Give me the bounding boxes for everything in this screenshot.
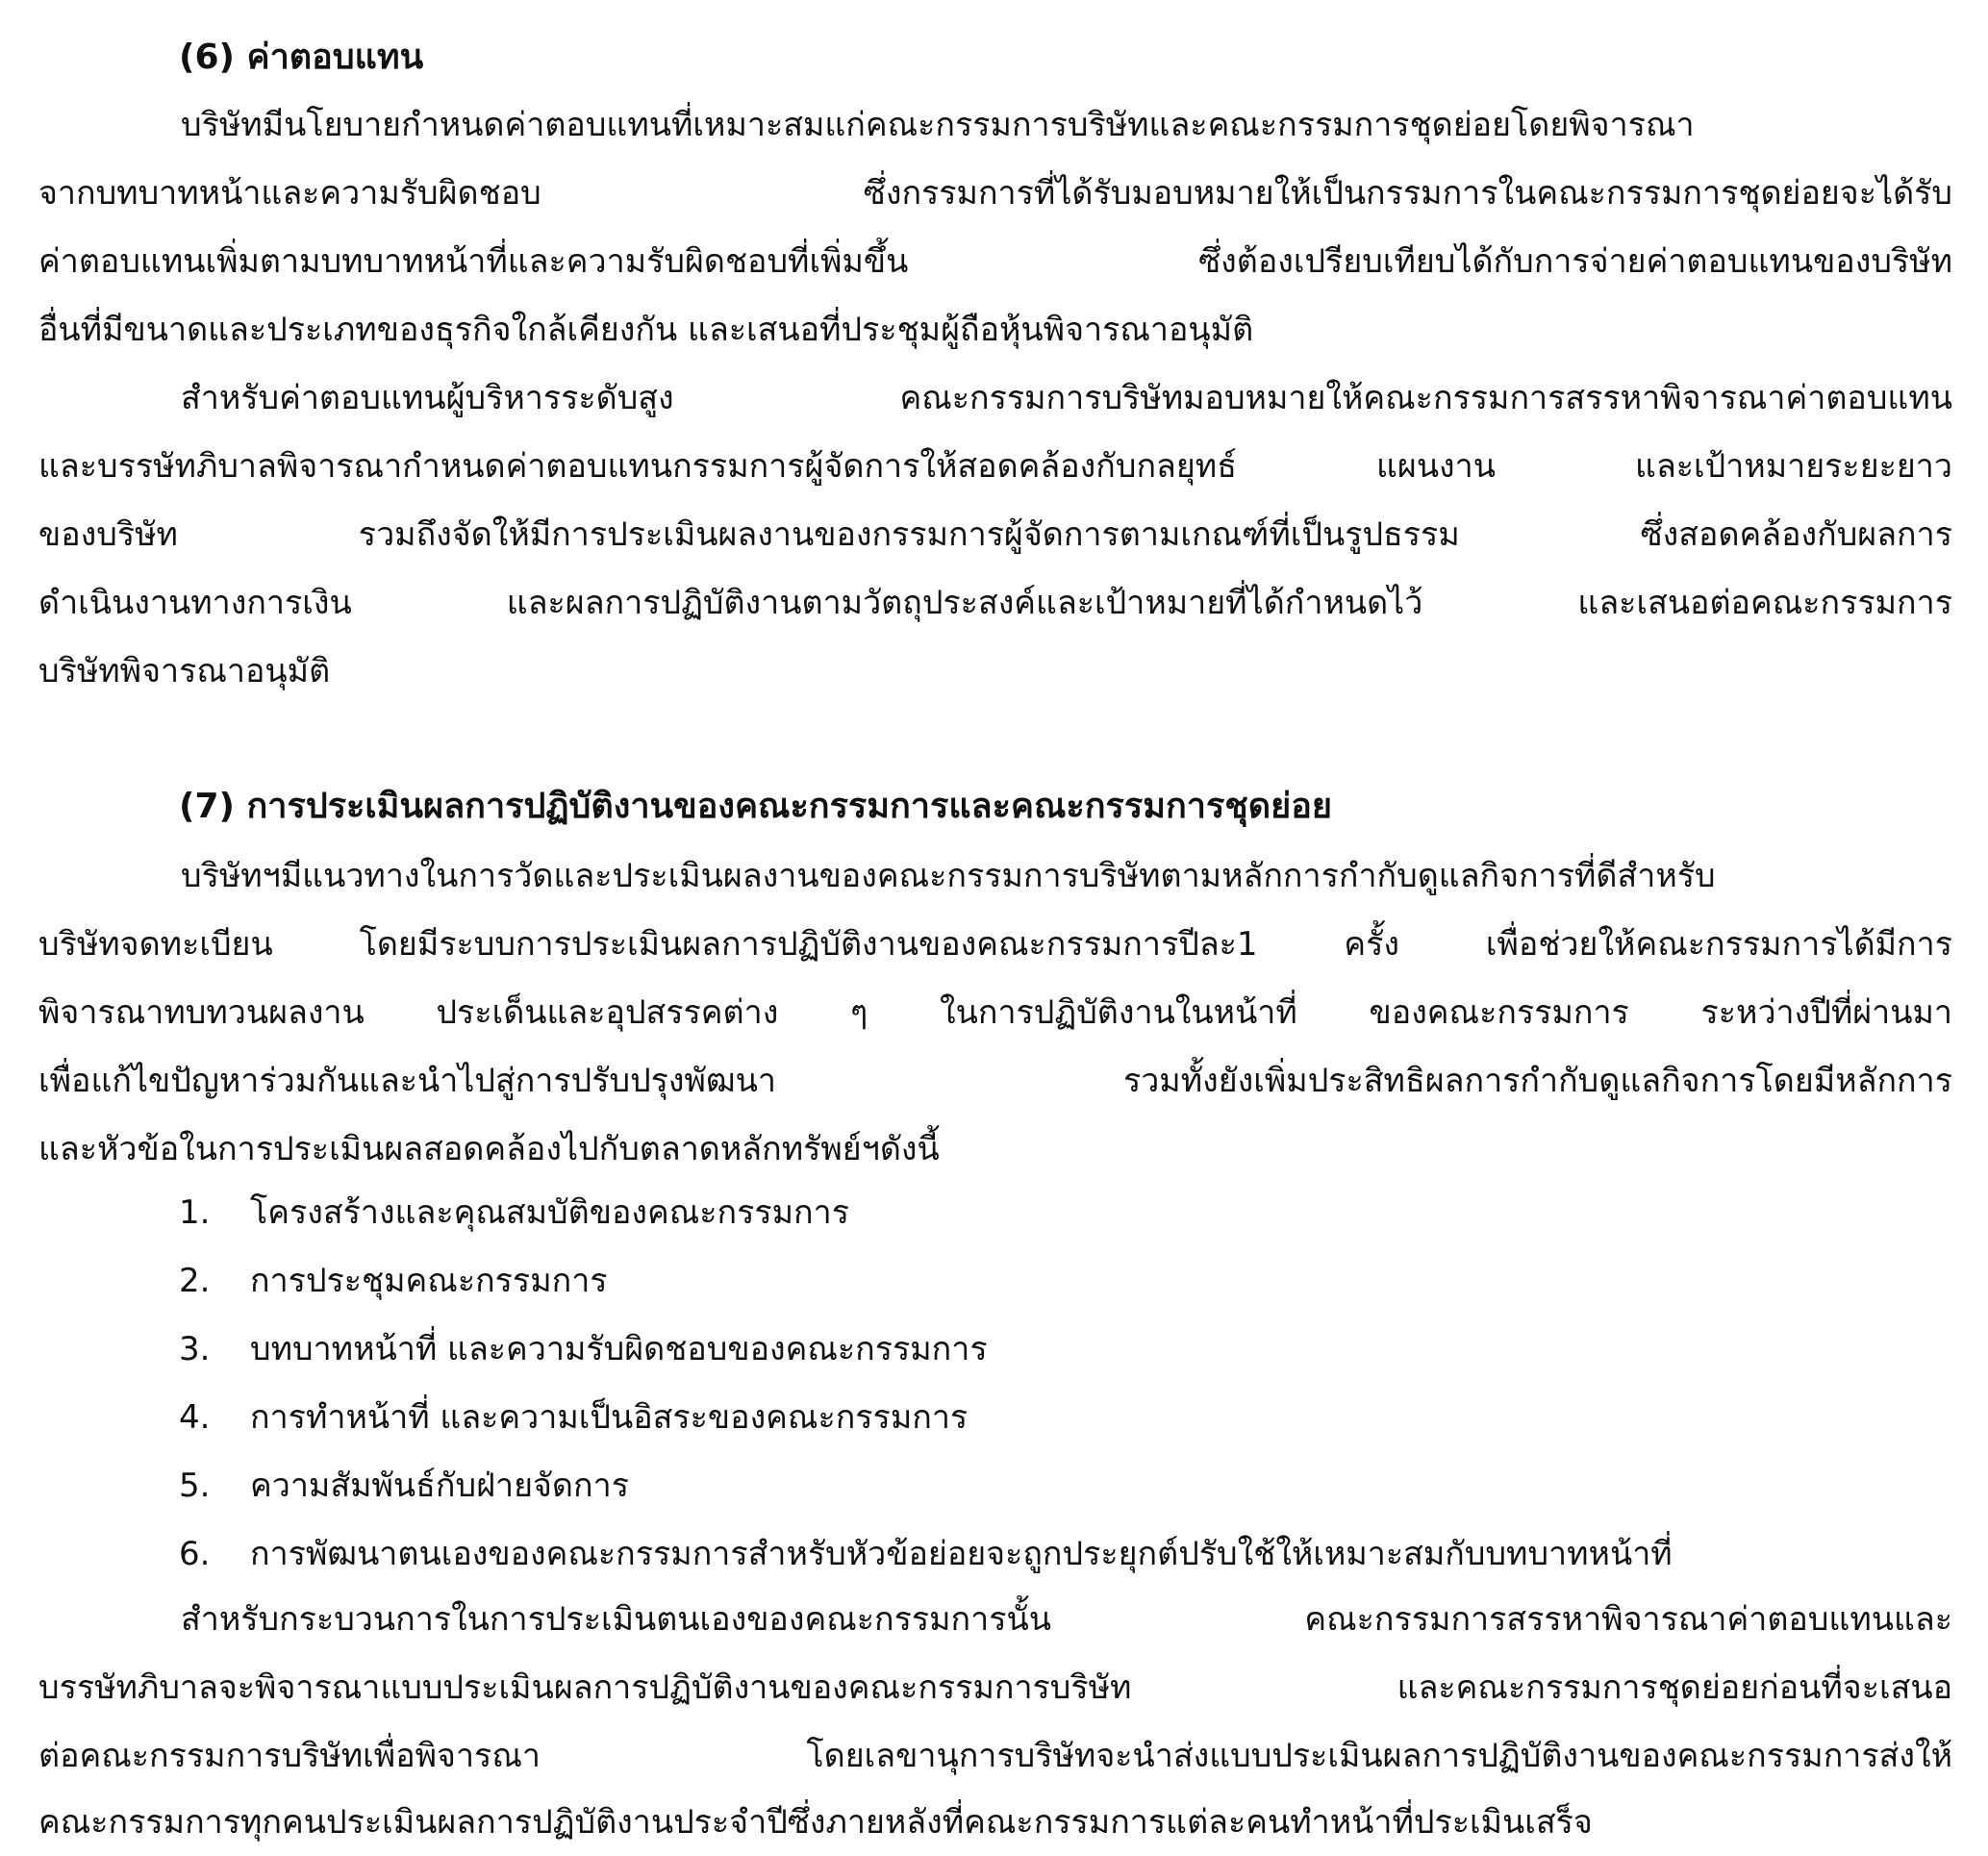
list-text: ความสัมพันธ์กับฝ่ายจัดการ — [250, 1467, 629, 1505]
paragraph-line: และหัวข้อในการประเมินผลสอดคล้องไปกับตลาดหลักทรัพย์ฯดังนี้ — [38, 1130, 940, 1168]
paragraph-line: สำหรับกระบวนการในการประเมินตนเองของคณะกรรมการนั้น คณะกรรมการสรรหาพิจารณาค่าตอบแทนและ — [181, 1600, 1952, 1639]
section-7-heading: (7) การประเมินผลการปฏิบัติงานของคณะกรรมการและคณะกรรมการชุดย่อย — [179, 787, 1332, 826]
paragraph-line: ดำเนินงานทางการเงิน และผลการปฏิบัติงานตามวัตถุประสงค์และเป้าหมายที่ได้กำหนดไว้ และเสนอต่อคณะกรรมการ — [38, 584, 1952, 622]
list-number: 6. — [179, 1535, 211, 1573]
paragraph-line: ของบริษัท รวมถึงจัดให้มีการประเมินผลงานของกรรมการผู้จัดการตามเกณฑ์ที่เป็นรูปธรรม ซึ่งสอดคล้องกับผลการ — [38, 515, 1952, 554]
list-text: การทำหน้าที่ และความเป็นอิสระของคณะกรรมการ — [250, 1398, 969, 1437]
paragraph-line: บริษัทจดทะเบียน โดยมีระบบการประเมินผลการปฏิบัติงานของคณะกรรมการปีละ1 ครั้ง เพื่อช่วยให้คณะกรรมการได้มีการ — [38, 925, 1952, 964]
paragraph-line: บริษัทพิจารณาอนุมัติ — [38, 652, 331, 690]
list-text: การพัฒนาตนเองของคณะกรรมการสำหรับหัวข้อย่อยจะถูกประยุกต์ปรับใช้ให้เหมาะสมกับบทบาทหน้าที่ — [250, 1535, 1673, 1573]
list-item — [179, 1327, 988, 1371]
paragraph-line: สำหรับค่าตอบแทนผู้บริหารระดับสูง คณะกรรมการบริษัทมอบหมายให้คณะกรรมการสรรหาพิจารณาค่าตอบแทน — [181, 379, 1952, 417]
paragraph-line: จากบทบาทหน้าและความรับผิดชอบ ซึ่งกรรมการที่ได้รับมอบหมายให้เป็นกรรมการในคณะกรรมการชุดย่อยจะได้รับ — [38, 174, 1952, 213]
list-item — [179, 1464, 629, 1508]
paragraph-line: อื่นที่มีขนาดและประเภทของธุรกิจใกล้เคียงกัน และเสนอที่ประชุมผู้ถือหุ้นพิจารณาอนุมัติ — [38, 311, 1254, 349]
list-text: บทบาทหน้าที่ และความรับผิดชอบของคณะกรรมการ — [250, 1330, 988, 1368]
paragraph-line: พิจารณาทบทวนผลงาน ประเด็นและอุปสรรคต่าง ๆ ในการปฏิบัติงานในหน้าที่ ของคณะกรรมการ ระหว่างปีที่ผ่านมา — [38, 993, 1952, 1032]
paragraph-line: ค่าตอบแทนเพิ่มตามบทบาทหน้าที่และความรับผิดชอบที่เพิ่มขึ้น ซึ่งต้องเปรียบเทียบได้กับการจ่ายค่าตอบแทนของบริษัท — [38, 242, 1952, 281]
list-number: 1. — [179, 1193, 211, 1232]
list-text: โครงสร้างและคุณสมบัติของคณะกรรมการ — [250, 1193, 849, 1232]
list-item — [179, 1395, 968, 1440]
paragraph-line: บริษัทมีนโยบายกำหนดค่าตอบแทนที่เหมาะสมแก่คณะกรรมการบริษัทและคณะกรรมการชุดย่อยโดยพิจารณา — [181, 106, 1695, 144]
list-text: การประชุมคณะกรรมการ — [250, 1262, 608, 1300]
paragraph-line: ต่อคณะกรรมการบริษัทเพื่อพิจารณา โดยเลขานุการบริษัทจะนำส่งแบบประเมินผลการปฏิบัติงานของคณะกรรมการส่งให้ — [38, 1737, 1952, 1775]
paragraph-line: บรรษัทภิบาลจะพิจารณาแบบประเมินผลการปฏิบัติงานของคณะกรรมการบริษัท และคณะกรรมการชุดย่อยก่อนที่จะเสนอ — [38, 1668, 1952, 1707]
list-number: 5. — [179, 1467, 211, 1505]
list-item — [179, 1259, 608, 1303]
paragraph-line: คณะกรรมการทุกคนประเมินผลการปฏิบัติงานประจำปีซึ่งภายหลังที่คณะกรรมการแต่ละคนทำหน้าที่ประเมินเสร็จ — [38, 1803, 1593, 1842]
paragraph-line: เพื่อแก้ไขปัญหาร่วมกันและนำไปสู่การปรับปรุงพัฒนา รวมทั้งยังเพิ่มประสิทธิผลการกำกับดูแลกิจการโดยมีหลักการ — [38, 1062, 1952, 1100]
paragraph-line: และบรรษัทภิบาลพิจารณากำหนดค่าตอบแทนกรรมการผู้จัดการให้สอดคล้องกับกลยุทธ์ แผนงาน และเป้าหมายระยะยาว — [38, 447, 1952, 486]
list-item — [179, 1191, 849, 1235]
list-number: 2. — [179, 1262, 211, 1300]
list-number: 4. — [179, 1398, 211, 1437]
paragraph-line: บริษัทฯมีแนวทางในการวัดและประเมินผลงานของคณะกรรมการบริษัทตามหลักการกำกับดูแลกิจการที่ดีสำหรับ — [181, 857, 1716, 895]
list-item — [179, 1532, 1673, 1576]
list-number: 3. — [179, 1330, 211, 1368]
section-6-heading: (6) ค่าตอบแทน — [179, 38, 424, 77]
